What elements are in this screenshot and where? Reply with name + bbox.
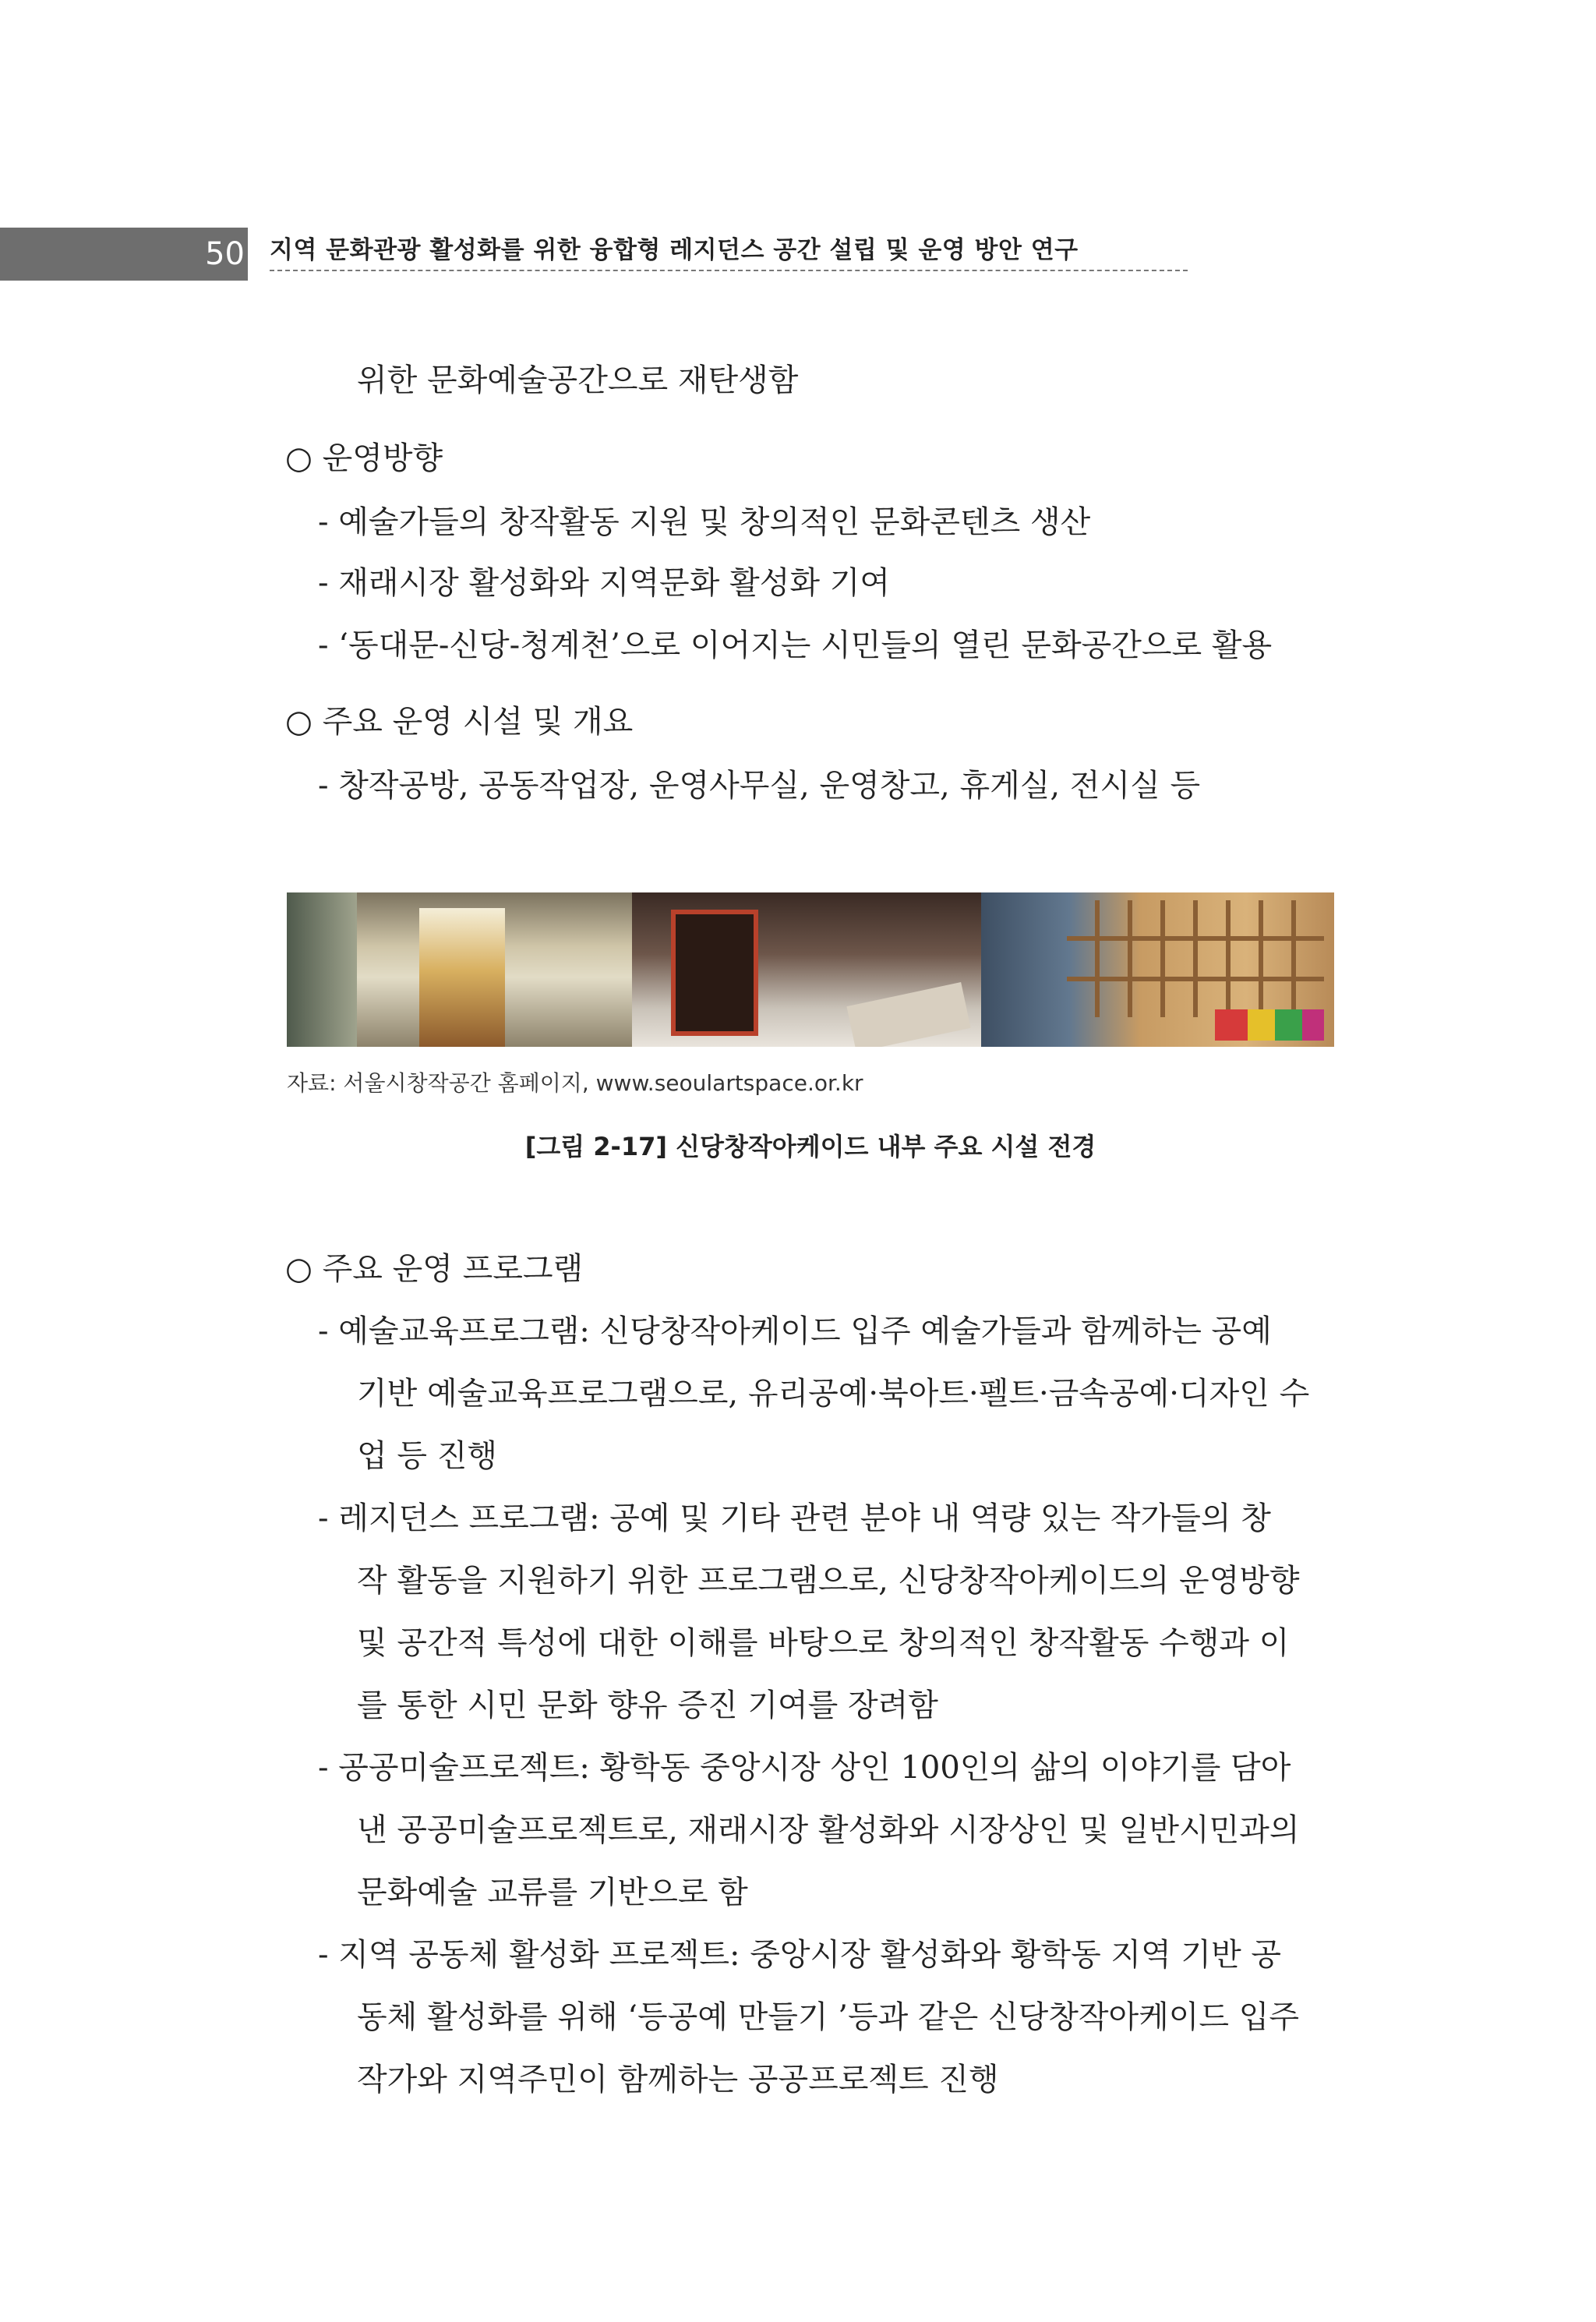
photo-shelves [981, 892, 1334, 1047]
list-item-continuation: 를 통한 시민 문화 향유 증진 기여를 장려함 [357, 1688, 938, 1723]
list-item: - 공공미술프로젝트: 황학동 중앙시장 상인 100인의 삶의 이야기를 담아 [318, 1750, 1291, 1786]
list-item: - 예술교육프로그램: 신당창작아케이드 입주 예술가들과 함께하는 공예 [318, 1313, 1272, 1349]
text-line: 위한 문화예술공간으로 재탄생함 [357, 362, 799, 398]
list-item-continuation: 기반 예술교육프로그램으로, 유리공예·북아트·펠트·금속공예·디자인 수 [357, 1376, 1310, 1412]
list-item: - 지역 공동체 활성화 프로젝트: 중앙시장 활성화와 황학동 지역 기반 공 [318, 1937, 1282, 1973]
section-heading: ○ 주요 운영 프로그램 [285, 1251, 584, 1287]
header-divider [270, 270, 1188, 271]
list-item-continuation: 문화예술 교류를 기반으로 함 [357, 1875, 748, 1910]
running-title: 지역 문화관광 활성화를 위한 융합형 레지던스 공간 설립 및 운영 방안 연구 [270, 236, 1079, 264]
list-item: - ‘동대문-신당-청계천’으로 이어지는 시민들의 열린 문화공간으로 활용 [318, 627, 1273, 663]
list-item-continuation: 업 등 진행 [357, 1438, 497, 1474]
figure-caption: [그림 2-17] 신당창작아케이드 내부 주요 시설 전경 [524, 1132, 1096, 1161]
list-item-continuation: 낸 공공미술프로젝트로, 재래시장 활성화와 시장상인 및 일반시민과의 [357, 1812, 1300, 1848]
section-heading: ○ 운영방향 [285, 440, 443, 476]
section-heading: ○ 주요 운영 시설 및 개요 [285, 704, 634, 740]
photo-workshop [632, 892, 981, 1047]
list-item-continuation: 및 공간적 특성에 대한 이해를 바탕으로 창의적인 창작활동 수행과 이 [357, 1625, 1290, 1661]
photo-corridor [287, 892, 632, 1047]
list-item-continuation: 작 활동을 지원하기 위한 프로그램으로, 신당창작아케이드의 운영방향 [357, 1563, 1300, 1599]
list-item-continuation: 작가와 지역주민이 함께하는 공공프로젝트 진행 [357, 2062, 999, 2098]
facility-photo-strip [287, 892, 1334, 1047]
page-number: 50 [205, 236, 245, 272]
list-item: - 재래시장 활성화와 지역문화 활성화 기여 [318, 565, 890, 601]
list-item: - 레지던스 프로그램: 공예 및 기타 관련 분야 내 역량 있는 작가들의 창 [318, 1500, 1271, 1536]
list-item: - 예술가들의 창작활동 지원 및 창의적인 문화콘텐츠 생산 [318, 504, 1091, 540]
figure-source: 자료: 서울시창작공간 홈페이지, www.seoulartspace.or.kr [287, 1070, 863, 1096]
list-item: - 창작공방, 공동작업장, 운영사무실, 운영창고, 휴게실, 전시실 등 [318, 768, 1201, 804]
list-item-continuation: 동체 활성화를 위해 ‘등공예 만들기 ’등과 같은 신당창작아케이드 입주 [357, 1999, 1300, 2035]
